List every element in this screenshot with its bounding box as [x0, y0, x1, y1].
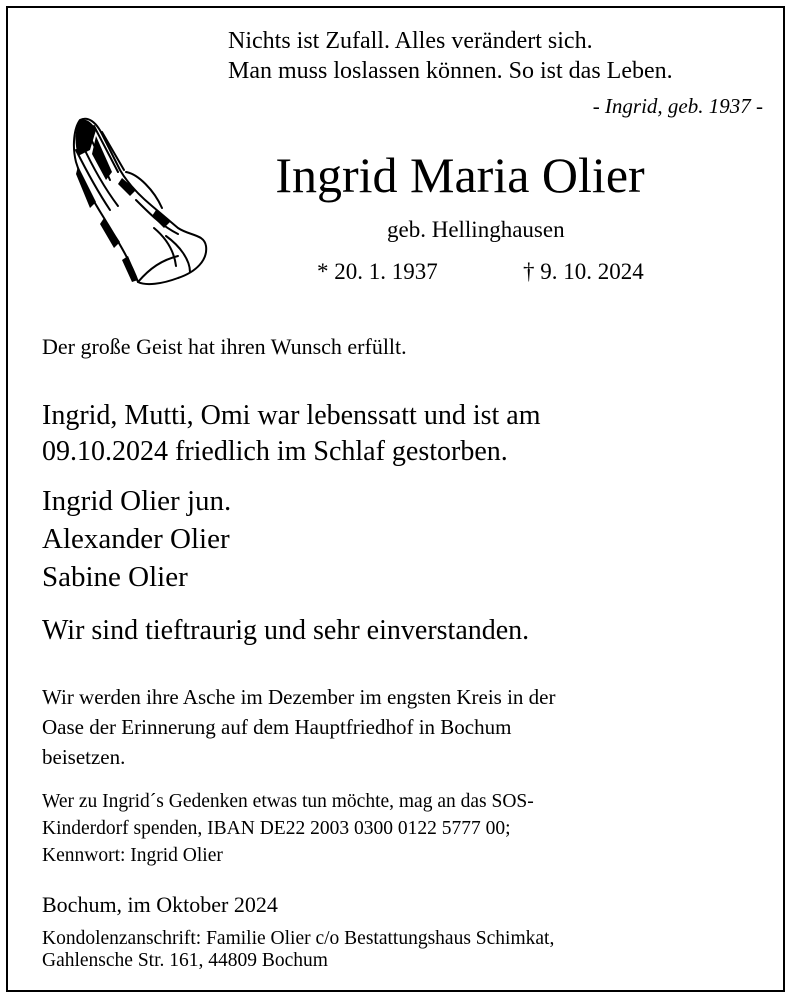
maiden-name: geb. Hellinghausen: [387, 217, 565, 242]
donation-line-1: Wer zu Ingrid´s Gedenken etwas tun möchte, mag an das SOS-: [42, 791, 534, 812]
mourner-name: Ingrid Olier jun.: [42, 485, 232, 517]
mourner-name: Sabine Olier: [42, 561, 188, 593]
intro-text: Der große Geist hat ihren Wunsch erfüllt.: [42, 334, 407, 359]
birth-date: * 20. 1. 1937: [317, 259, 438, 284]
mourner-name: Alexander Olier: [42, 523, 230, 555]
condolence-line-1: Kondolenzanschrift: Familie Olier c/o Bestattungshaus Schimkat,: [42, 928, 555, 949]
death-date: † 9. 10. 2024: [523, 259, 644, 284]
motto-line-1: Nichts ist Zufall. Alles verändert sich.: [228, 28, 593, 54]
motto-attribution: - Ingrid, geb. 1937 -: [592, 94, 763, 118]
donation-line-2: Kinderdorf spenden, IBAN DE22 2003 0300 0122 5777 00;: [42, 818, 511, 839]
message-line-1: Ingrid, Mutti, Omi war lebenssatt und ist am: [42, 400, 541, 431]
burial-line-2: Oase der Erinnerung auf dem Hauptfriedhof in Bochum: [42, 715, 512, 739]
motto-line-2: Man muss loslassen können. So ist das Leben.: [228, 58, 673, 84]
place-date: Bochum, im Oktober 2024: [42, 892, 278, 917]
closing-text: Wir sind tieftraurig und sehr einverstanden.: [42, 615, 530, 646]
message-line-2: 09.10.2024 friedlich im Schlaf gestorben.: [42, 436, 508, 467]
donation-line-3: Kennwort: Ingrid Olier: [42, 845, 223, 866]
burial-line-1: Wir werden ihre Asche im Dezember im engsten Kreis in der: [42, 685, 556, 709]
burial-line-3: beisetzen.: [42, 745, 126, 769]
condolence-line-2: Gahlensche Str. 161, 44809 Bochum: [42, 950, 328, 971]
deceased-name: Ingrid Maria Olier: [275, 147, 645, 203]
